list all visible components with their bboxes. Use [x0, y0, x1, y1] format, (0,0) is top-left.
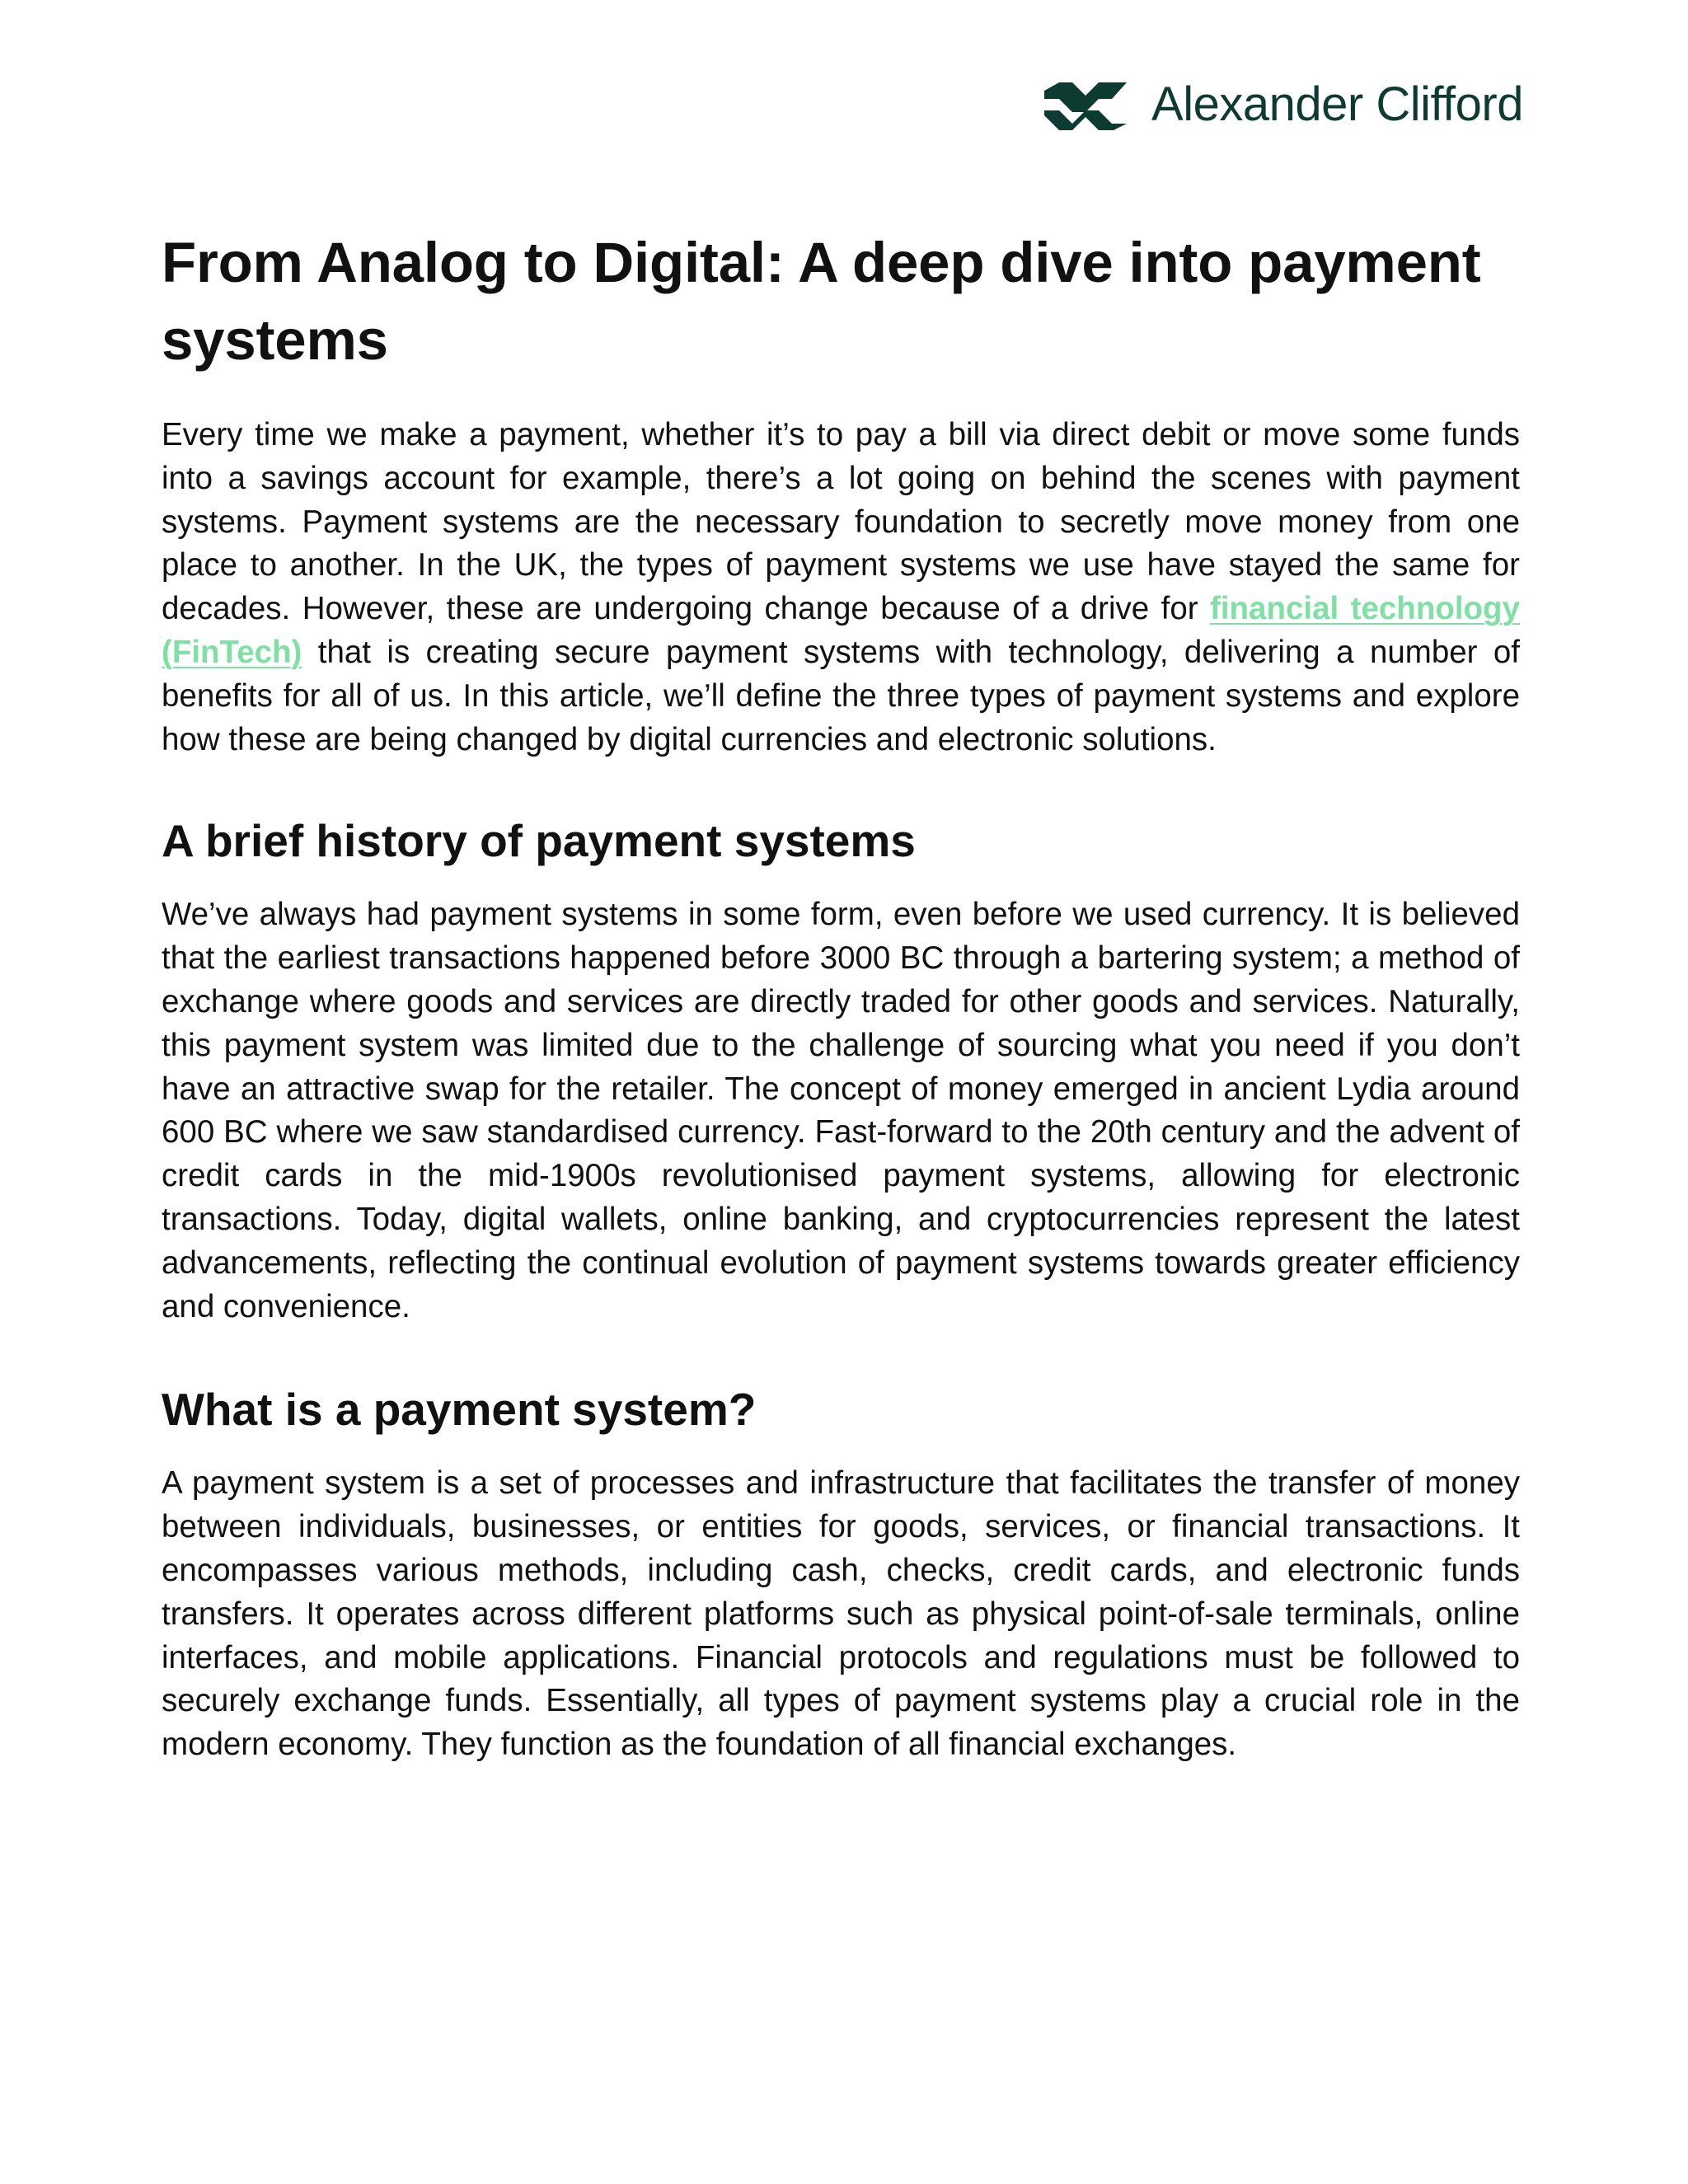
intro-paragraph [162, 414, 1520, 762]
brand-header [1041, 79, 1523, 130]
intro-text-start: Every time we make a payment, whether it’s to pay a bill via direct debit or move some funds into a savings account for example, there’s a lot going on behind the scenes with payment systems. Payment systems are the necessary foundation to secretly move money from one place to another. In the UK, the types of payment systems we use have stayed the same for decades. However, these are undergoing change because of a drive for [162, 417, 1520, 627]
article-title: From Analog to Digital: A deep dive into payment systems [162, 231, 1481, 372]
article-body [162, 224, 1520, 1767]
brand-name: Alexander Clifford [1151, 77, 1523, 131]
intro-text-end: that is creating secure payment systems with technology, delivering a number of benefits for all of us. In this article, we’ll define the three types of payment systems and explore how these are being changed by digital currencies and electronic solutions. [162, 634, 1520, 757]
section-heading-what-is: What is a payment system? [162, 1384, 757, 1436]
section-body-history: We’ve always had payment systems in some form, even before we used currency. It is believed that the earliest transactions happened before 3000 BC through a bartering system; a method of exchange where goods and services are directly traded for other goods and services. Naturally, this payment system was limited due to the challenge of sourcing what you need if you don’t have an attractive swap for the retailer. The concept of money emerged in ancient Lydia around 600 BC where we saw standardised currency. Fast-forward to the 20th century and the advent of credit cards in the mid-1900s revolutionised payment systems, allowing for electronic transactions. Today, digital wallets, online banking, and cryptocurrencies represent the latest advancements, reflecting the continual evolution of payment systems towards greater efficiency and convenience. [162, 897, 1520, 1324]
fintech-link[interactable]: financial technology (FinTech) [162, 591, 1520, 670]
section-body-what-is: A payment system is a set of processes and infrastructure that facilitates the transfer of money between individuals, businesses, or entities for goods, services, or financial transactions. It encompasses various methods, including cash, checks, credit cards, and electronic funds transfers. It operates across different platforms such as physical point-of-sale terminals, online interfaces, and mobile applications. Financial protocols and regulations must be followed to securely exchange funds. Essentially, all types of payment systems play a crucial role in the modern economy. They function as the foundation of all financial exchanges. [162, 1465, 1520, 1763]
section-heading-history: A brief history of payment systems [162, 815, 916, 867]
alexander-clifford-logo-icon [1041, 79, 1130, 130]
